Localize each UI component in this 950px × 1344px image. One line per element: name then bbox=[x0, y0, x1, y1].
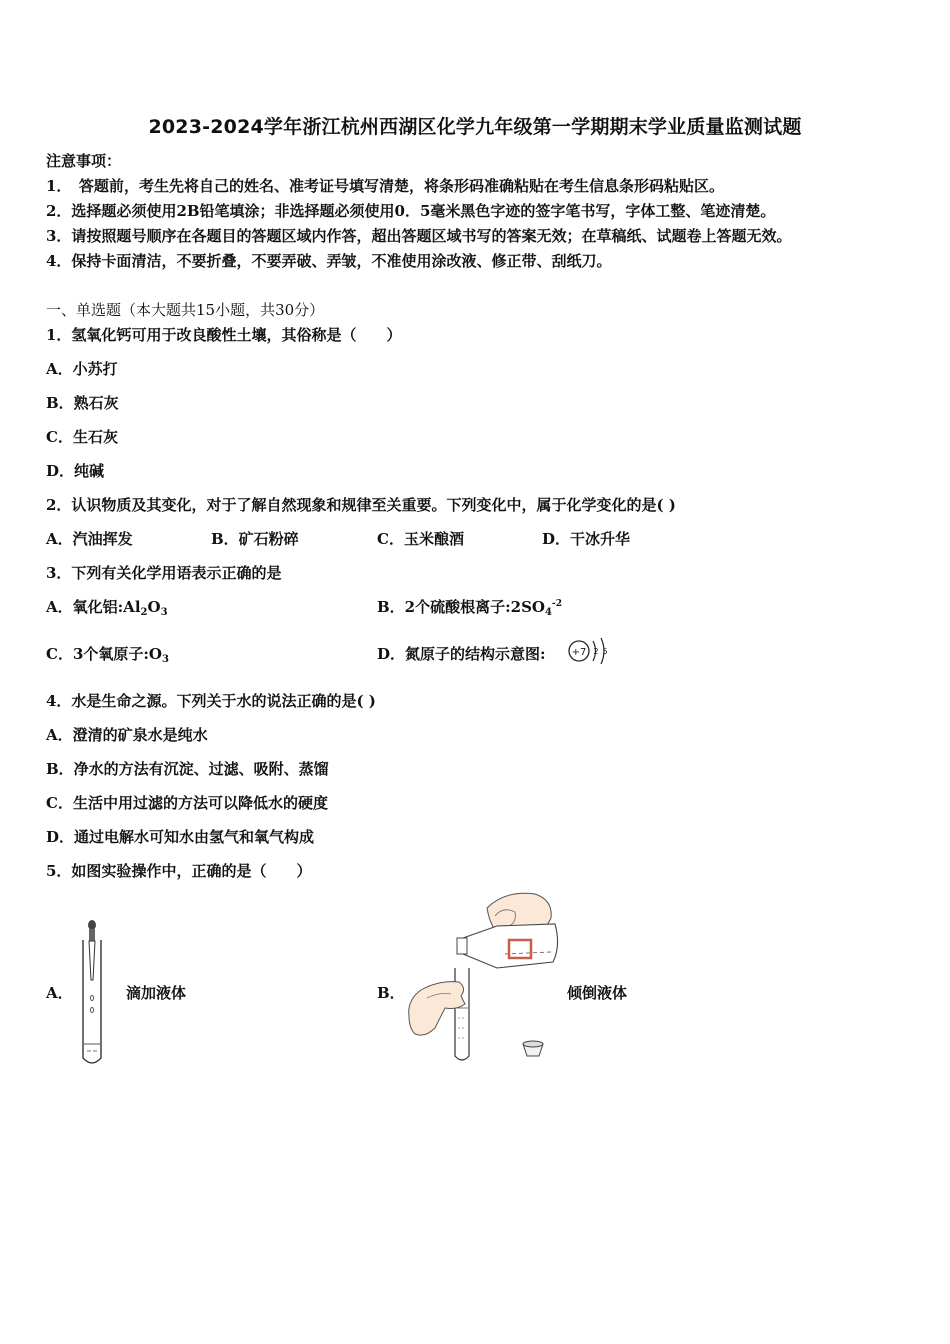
q4-option-a: A．澄清的矿泉水是纯水 bbox=[46, 726, 208, 744]
q2-option-c: C．玉米酿酒 bbox=[377, 530, 464, 548]
pouring-liquid-illustration bbox=[405, 888, 565, 1068]
nitrogen-atom-diagram bbox=[567, 637, 609, 667]
exam-title: 2023-2024学年浙江杭州西湖区化学九年级第一学期期末学业质量监测试题 bbox=[148, 116, 802, 138]
q2-option-b: B．矿石粉碎 bbox=[211, 530, 299, 548]
q3-option-b: B．2个硫酸根离子$:2SO_4^{-2}$ bbox=[377, 598, 562, 618]
q4-stem: 4．水是生命之源。下列关于水的说法正确的是( ) bbox=[46, 692, 376, 710]
q1-option-d: D．纯碱 bbox=[46, 462, 105, 480]
q4-option-c: C．生活中用过滤的方法可以降低水的硬度 bbox=[46, 794, 328, 812]
notice-heading: 注意事项： bbox=[46, 152, 122, 170]
q3-option-d: D．氮原子的结构示意图: bbox=[377, 645, 546, 663]
q3-option-c: C．3个氧原子$:O_3$ bbox=[46, 645, 169, 665]
q2-option-a: A．汽油挥发 bbox=[46, 530, 133, 548]
atom-nucleus-charge: +7 bbox=[571, 647, 587, 658]
q3-option-a: A．氧化铝$:Al_2O_3$ bbox=[46, 598, 168, 618]
notice-item-3: 3．请按照题号顺序在各题目的答题区域内作答，超出答题区域书写的答案无效；在草稿纸、试题卷上答题无效。 bbox=[46, 227, 792, 245]
section-heading: 一、单选题（本大题共15小题，共30分） bbox=[46, 301, 325, 319]
atom-shell-1-electrons: 2 bbox=[593, 647, 599, 656]
q5-option-b-label: 倾倒液体 bbox=[567, 984, 628, 1002]
q3-stem: 3．下列有关化学用语表示正确的是 bbox=[46, 564, 282, 582]
q1-option-a: A．小苏打 bbox=[46, 360, 118, 378]
notice-item-1: 1． 答题前，考生先将自己的姓名、准考证号填写清楚，将条形码准确粘贴在考生信息条形码粘贴区。 bbox=[46, 177, 724, 195]
q5-option-b-letter: B． bbox=[377, 984, 405, 1002]
q1-stem: 1．氢氧化钙可用于改良酸性土壤，其俗称是（ ） bbox=[46, 326, 402, 344]
atom-shell-2-electrons: 5 bbox=[602, 647, 608, 656]
q4-option-b: B．净水的方法有沉淀、过滤、吸附、蒸馏 bbox=[46, 760, 329, 778]
q4-option-d: D．通过电解水可知水由氢气和氧气构成 bbox=[46, 828, 315, 846]
q5-stem: 5．如图实验操作中，正确的是（ ） bbox=[46, 862, 312, 880]
q5-option-a-letter: A． bbox=[46, 984, 73, 1002]
q2-option-d: D．干冰升华 bbox=[542, 530, 631, 548]
q5-option-a-label: 滴加液体 bbox=[126, 984, 187, 1002]
notice-item-4: 4．保持卡面清洁，不要折叠，不要弄破、弄皱，不准使用涂改液、修正带、刮纸刀。 bbox=[46, 252, 612, 270]
q2-stem: 2．认识物质及其变化，对于了解自然现象和规律至关重要。下列变化中，属于化学变化的是( ) bbox=[46, 496, 676, 514]
q1-option-c: C．生石灰 bbox=[46, 428, 118, 446]
notice-item-2: 2．选择题必须使用2B铅笔填涂；非选择题必须使用0．5毫米黑色字迹的签字笔书写，字体工整、笔迹清楚。 bbox=[46, 202, 776, 220]
q1-option-b: B．熟石灰 bbox=[46, 394, 119, 412]
dropper-test-tube-illustration bbox=[75, 918, 115, 1068]
